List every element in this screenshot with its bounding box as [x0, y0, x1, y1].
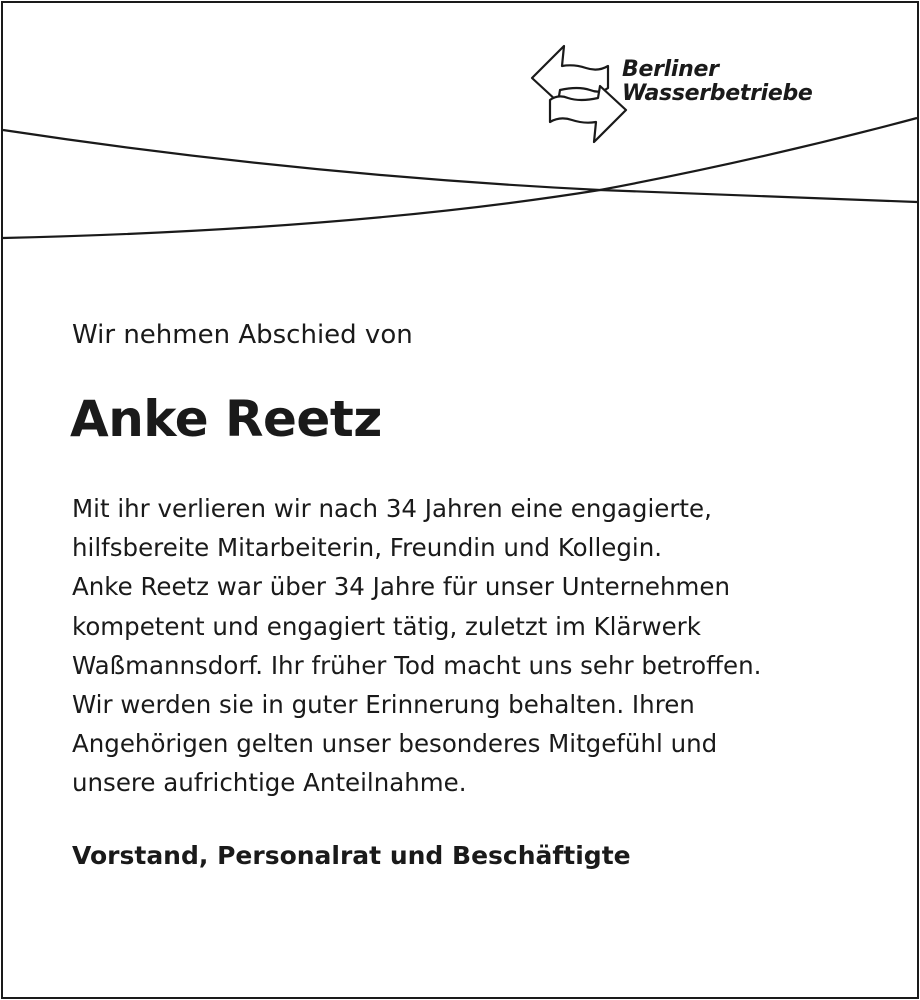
intro-text: Wir nehmen Abschied von	[72, 320, 413, 350]
notice-body	[72, 489, 872, 803]
body-line: unsere aufrichtige Anteilnahme.	[72, 768, 467, 798]
body-line: Mit ihr verlieren wir nach 34 Jahren eine engagierte,	[72, 494, 712, 523]
logo-line-2: Wasserbetriebe	[622, 81, 813, 106]
body-line: Waßmannsdorf. Ihr früher Tod macht uns sehr betroffen.	[72, 650, 762, 680]
body-line: Anke Reetz war über 34 Jahre für unser Unternehmen	[72, 572, 730, 602]
body-line: Angehörigen gelten unser besonderes Mitgefühl und	[72, 729, 718, 759]
company-logo	[528, 44, 848, 144]
body-line: kompetent und engagiert tätig, zuletzt im Klärwerk	[72, 611, 701, 641]
body-line: hilfsbereite Mitarbeiterin, Freundin und Kollegin.	[72, 533, 663, 563]
body-line: Wir werden sie in guter Erinnerung behalten. Ihren	[72, 690, 695, 720]
double-arrow-icon	[528, 44, 628, 144]
signature: Vorstand, Personalrat und Beschäftigte	[72, 841, 631, 870]
deceased-name: Anke Reetz	[70, 390, 382, 448]
logo-wordmark	[622, 58, 813, 106]
logo-line-1: Berliner	[622, 57, 719, 82]
